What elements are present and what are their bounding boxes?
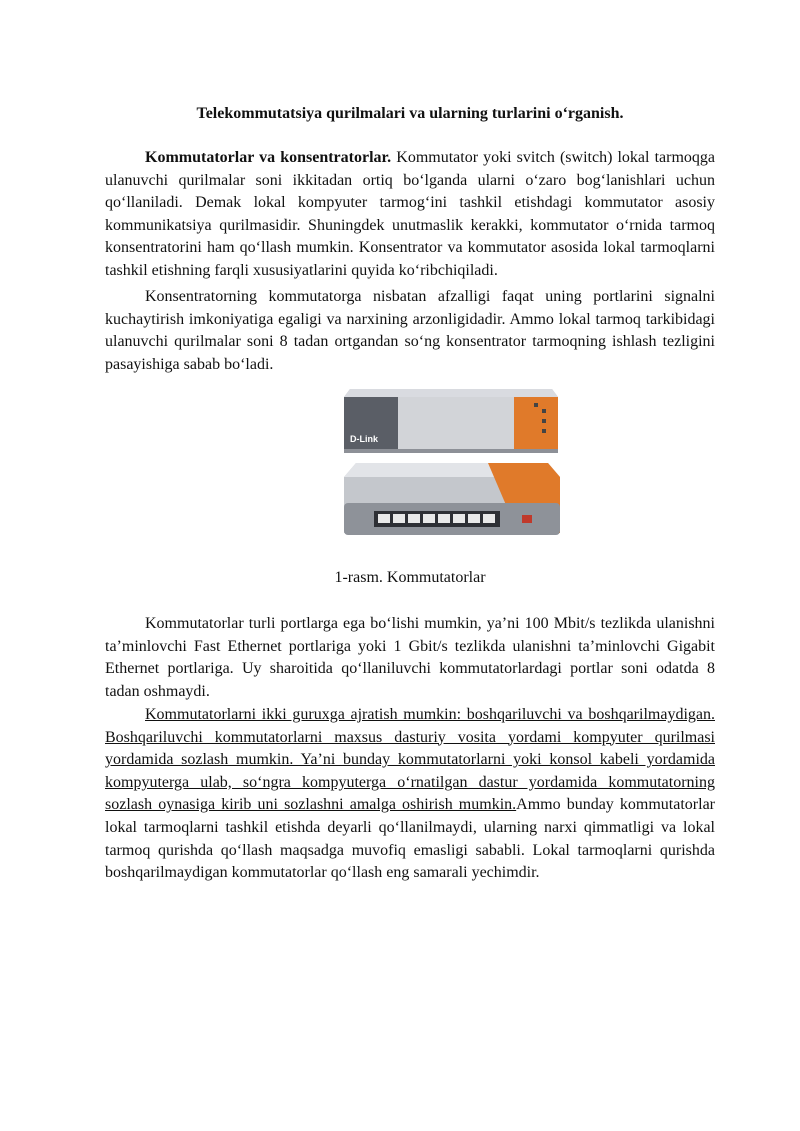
network-switch-image [338,383,566,543]
paragraph-port-types: Kommutatorlar turli portlarga ega bo‘lishi mumkin, ya’ni 100 Mbit/s tezlikda ulanishni ta’minlovchi Fast Ethernet portlariga yoki 1 Gbit/s tezlikda ulanishni ta’minlovchi Gigabit Ethernet portlariga. Uy sharoitida qo‘llaniluvchi kommutatorlardagi portlar soni odatda 8 tadan oshmaydi. [105,615,715,700]
switches-figure [338,383,566,543]
underlined-text: Kommutatorlarni ikki guruxga ajratish mumkin: boshqariluvchi va boshqarilmaydigan. Boshqariluvchi kommutatorlarni maxsus dasturiy vosita yordami kompyuter qurilmasi yordamida sozlash mumkin. Ya’ni bunday kommutatorlarni yoki konsol kabeli yordamida kompyuterga ulab, so‘ngra kompyuterga o‘rnatilgan dastur yordamida kommutatorning sozlash oynasiga kirib uni sozlashni amalga oshirish mumkin. [105,706,715,814]
paragraph-lead: Kommutatorlar va konsentratorlar. [145,149,392,166]
paragraph-text: Kommutator yoki svitch (switch) lokal tarmoqga ulanuvchi qurilmalar soni ikkitadan ortiq bo‘lganda ularni o‘zaro bog‘lanishlari uchun qo‘llaniladi. Demak lokal kompyuter tarmog‘ini tashkil etishdagi kommutator asosiy kommunikatsiya qurilmasidir. Shuningdek unutmaslik kerakki, kommutator o‘rnida tarmoq konsentratorini ham qo‘llash mumkin. Konsentrator va kommutator asosida lokal tarmoqlarni tashkil etishning farqli xususiyatlarini quyida ko‘ribchiqiladi. [105,149,715,279]
paragraph-switches-hubs [105,147,715,283]
paragraph-text: Ammo bunday kommutatorlar lokal tarmoqlarni tashkil etishda deyarli qo‘llanilmaydi, ularning narxi qimmatligi va lokal tarmoq qurishda qo‘llash maqsadga muvofiq emasligi sababli. Lokal tarmoqlarni qurishda boshqarilmaydigan kommutatorlar qo‘llash eng samarali yechimdir. [105,796,716,882]
switch-top [344,389,558,453]
brand-logo: D-Link [350,434,378,444]
paragraph-managed-unmanaged [105,704,715,885]
switch-bottom [344,463,560,535]
paragraph-hub-advantage: Konsentratorning kommutatorga nisbatan afzalligi faqat uning portlarini signalni kuchaytirish imkoniyatiga egaligi va narxining arzonligidadir. Ammo lokal tarmoq tarkibidagi ulanuvchi qurilmalar soni 8 tadan ortgandan so‘ng konsentrator tarmoqning ishlash tezligini pasayishiga sabab bo‘ladi. [105,288,715,373]
page-title: Telekommutatsiya qurilmalari va ularning turlarini o‘rganish. [196,105,624,122]
figure-caption: 1-rasm. Kommutatorlar [334,569,486,586]
